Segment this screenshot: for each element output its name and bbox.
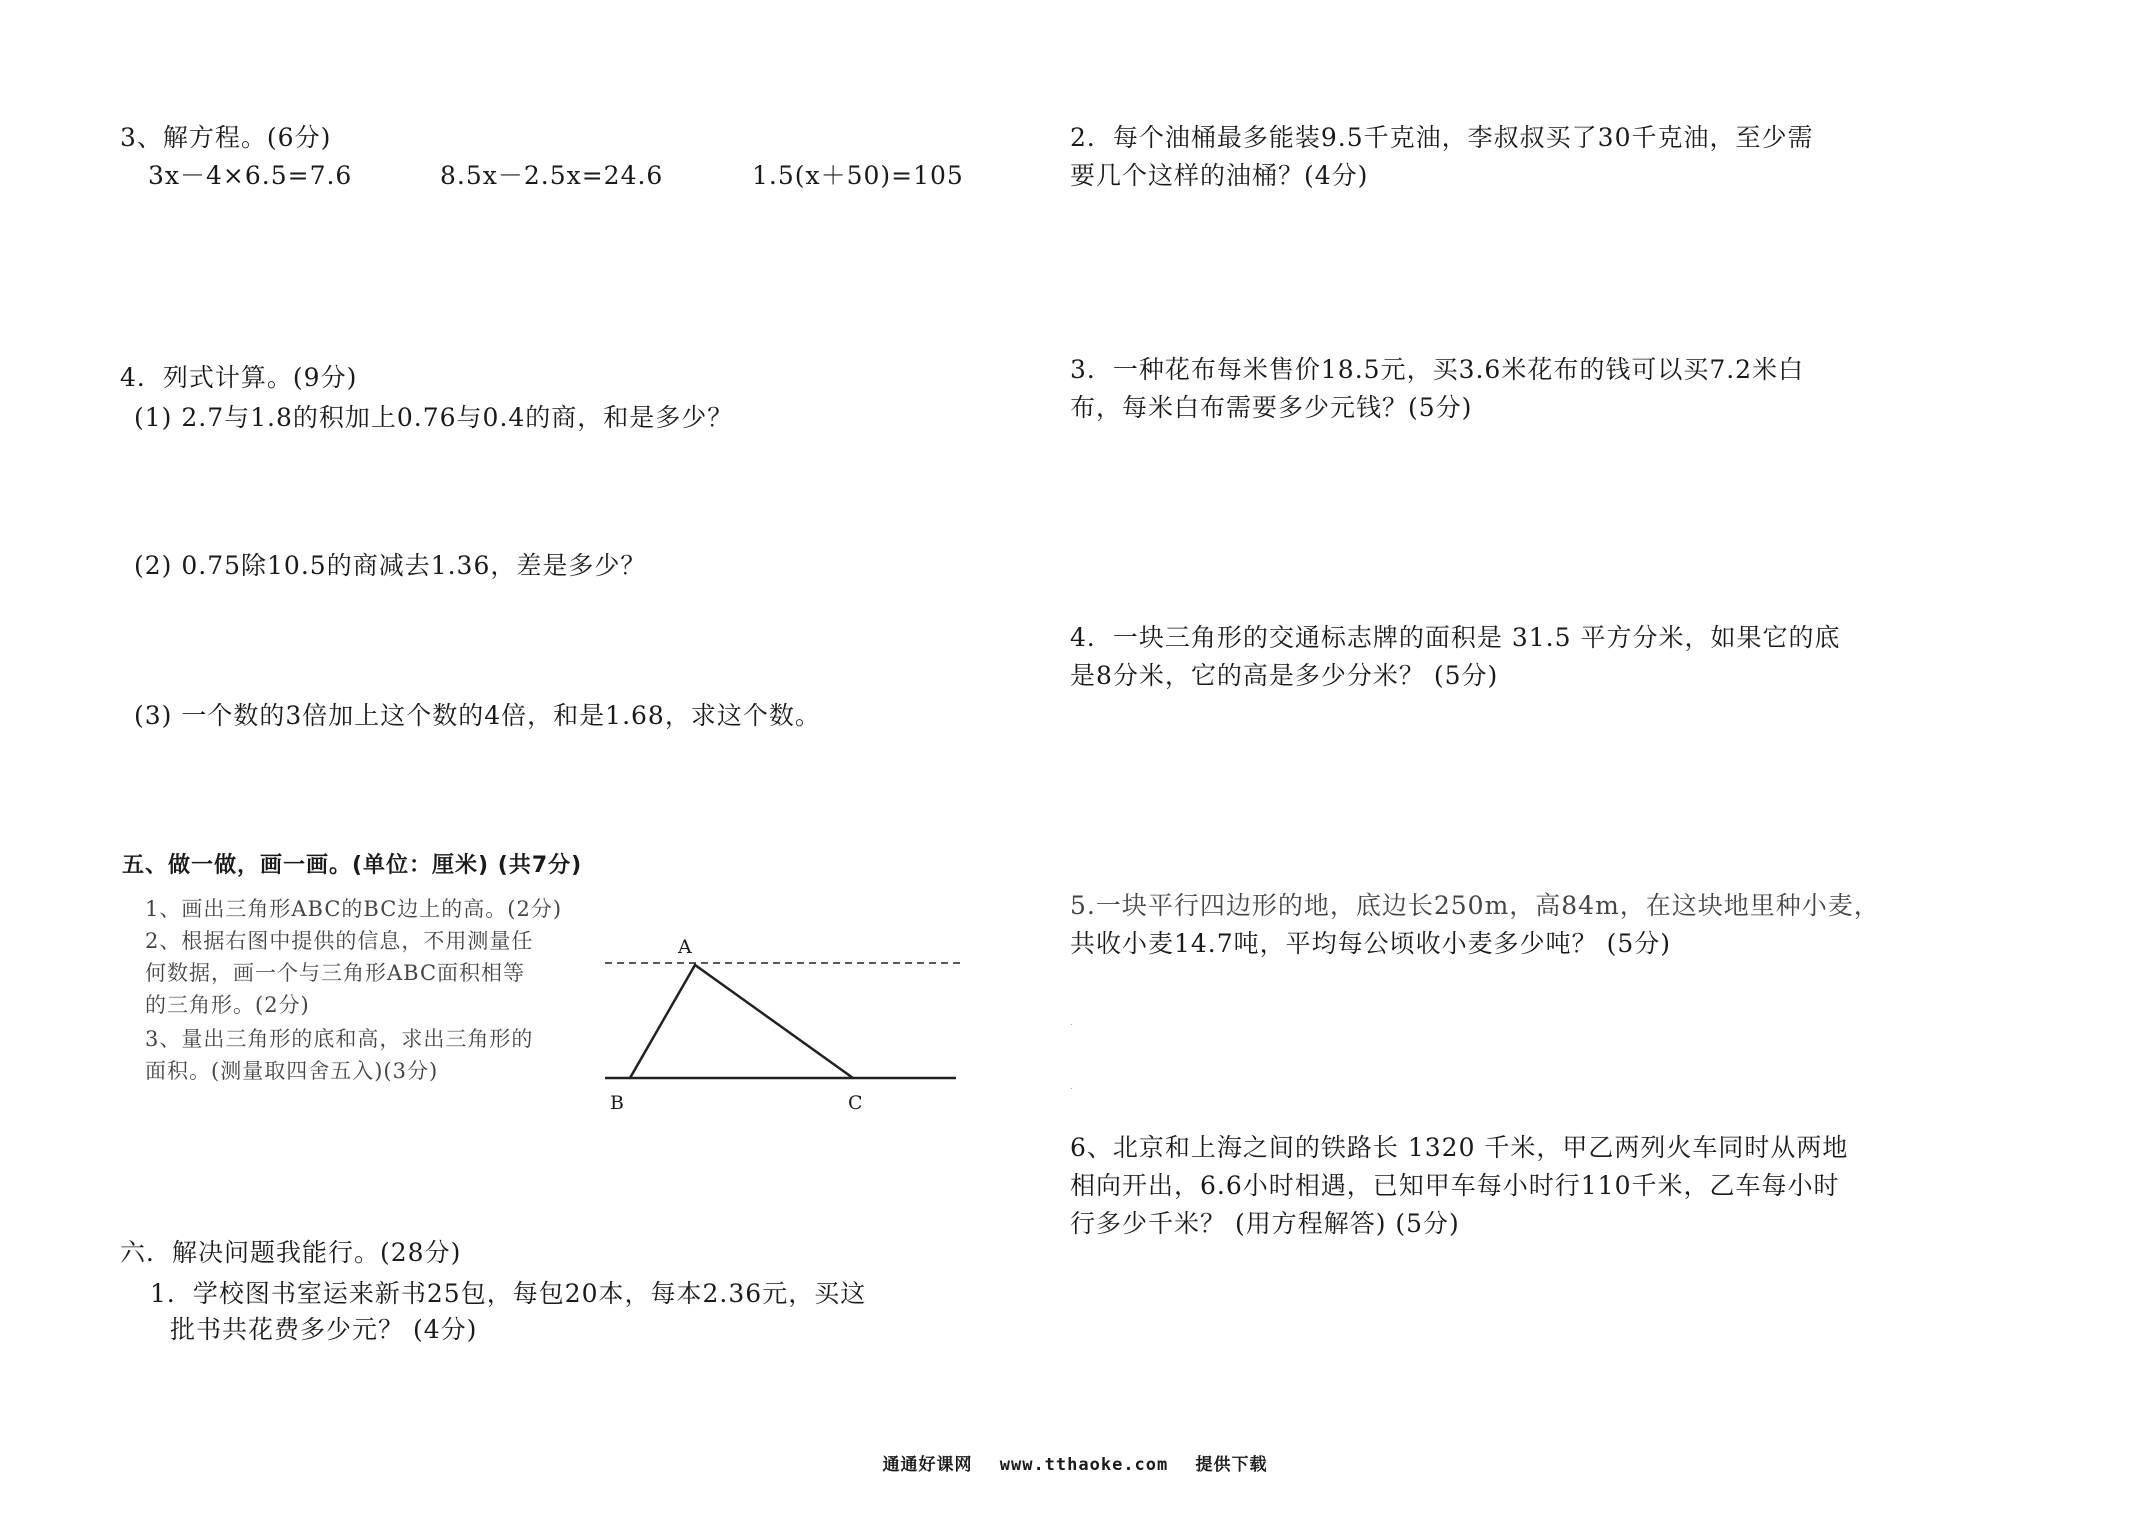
equation-1: 3x－4×6.5=7.6 bbox=[148, 161, 353, 190]
s5-item-3: 3、量出三角形的底和高，求出三角形的 bbox=[145, 1027, 534, 1051]
r-q5-line-2: 共收小麦14.7吨，平均每公顷收小麦多少吨？ (5分) bbox=[1070, 929, 1672, 958]
s6-q1-line-2: 批书共花费多少元？ (4分) bbox=[170, 1315, 478, 1344]
page-footer bbox=[0, 1450, 2150, 1475]
r-q4-line-1: 4．一块三角形的交通标志牌的面积是 31.5 平方分米，如果它的底 bbox=[1070, 623, 1841, 652]
section-6-title: 六．解决问题我能行。(28分) bbox=[120, 1238, 462, 1267]
equation-2: 8.5x－2.5x=24.6 bbox=[440, 161, 664, 190]
vertex-label-a: A bbox=[678, 936, 693, 958]
r-q6-line-3: 行多少千米？ (用方程解答) (5分) bbox=[1070, 1209, 1460, 1238]
vertex-label-b: B bbox=[610, 1092, 625, 1114]
vertex-label-c: C bbox=[848, 1092, 864, 1114]
r-q5-line-1: 5.一块平行四边形的地，底边长250m，高84m，在这块地里种小麦， bbox=[1070, 891, 1880, 920]
q4-title: 4．列式计算。(9分) bbox=[120, 363, 358, 392]
triangle-abc bbox=[630, 965, 853, 1078]
r-q3-line-1: 3．一种花布每米售价18.5元，买3.6米花布的钱可以买7.2米白 bbox=[1070, 355, 1805, 384]
s5-item-1: 1、画出三角形ABC的BC边上的高。(2分) bbox=[145, 897, 563, 921]
s5-item-2: 2、根据右图中提供的信息，不用测量任 bbox=[145, 929, 534, 953]
footer-site-name: 通通好课网 bbox=[882, 1455, 973, 1475]
equation-3: 1.5(x＋50)=105 bbox=[752, 161, 964, 190]
scan-mark-1: . bbox=[1070, 1018, 1073, 1027]
triangle-figure bbox=[600, 930, 970, 1115]
footer-provide: 提供下载 bbox=[1195, 1455, 1268, 1475]
scan-mark-2: . bbox=[1070, 1082, 1073, 1091]
r-q3-line-2: 布，每米白布需要多少元钱？(5分) bbox=[1070, 393, 1473, 422]
r-q4-line-2: 是8分米，它的高是多少分米？ (5分) bbox=[1070, 661, 1499, 690]
r-q2-line-2: 要几个这样的油桶？(4分) bbox=[1070, 161, 1369, 190]
s5-item-3-cont: 面积。(测量取四舍五入)(3分) bbox=[145, 1059, 439, 1083]
s5-item-2-cont: 何数据，画一个与三角形ABC面积相等 bbox=[145, 961, 526, 985]
q4-part-3: (3) 一个数的3倍加上这个数的4倍，和是1.68，求这个数。 bbox=[134, 701, 821, 730]
q3-title: 3、解方程。(6分) bbox=[120, 123, 332, 152]
section-5-title: 五、做一做，画一画。(单位：厘米) (共7分) bbox=[122, 853, 583, 878]
s6-q1-line-1: 1．学校图书室运来新书25包，每包20本，每本2.36元，买这 bbox=[150, 1279, 867, 1308]
q4-part-1: (1) 2.7与1.8的积加上0.76与0.4的商，和是多少？ bbox=[134, 403, 734, 432]
q4-part-2: (2) 0.75除10.5的商减去1.36，差是多少？ bbox=[134, 551, 647, 580]
footer-url: www.tthaoke.com bbox=[999, 1455, 1169, 1475]
r-q2-line-1: 2．每个油桶最多能装9.5千克油，李叔叔买了30千克油，至少需 bbox=[1070, 123, 1814, 152]
s5-item-2-end: 的三角形。(2分) bbox=[145, 993, 310, 1017]
r-q6-line-2: 相向开出，6.6小时相遇，已知甲车每小时行110千米，乙车每小时 bbox=[1070, 1171, 1840, 1200]
r-q6-line-1: 6、北京和上海之间的铁路长 1320 千米，甲乙两列火车同时从两地 bbox=[1070, 1133, 1849, 1162]
